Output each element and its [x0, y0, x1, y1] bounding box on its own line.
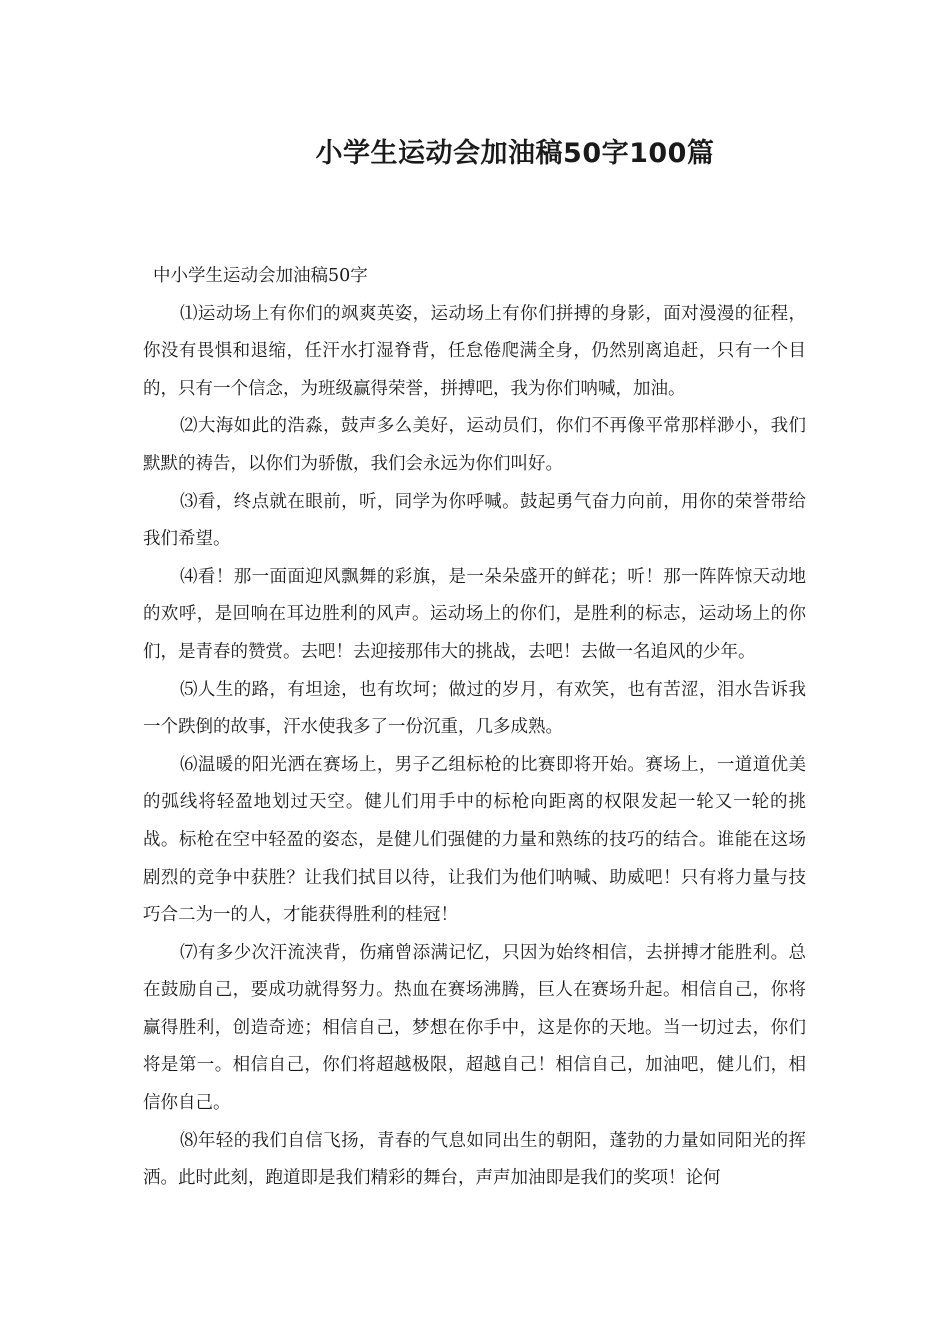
document-body [143, 258, 806, 1198]
paragraph-7: ⑺有多少次汗流浃背，伤痛曾添满记忆，只因为始终相信，去拼搏才能胜利。总在鼓励自己，要成功就得努力。热血在赛场沸腾，巨人在赛场升起。相信自己，你将赢得胜利，创造奇迹；相信自己，梦想在你手中，这是你的天地。当一切过去，你们将是第一。相信自己，你们将超越极限，超越自己！相信自己，加油吧，健儿们，相信你自己。 [143, 942, 806, 1114]
paragraph-4: ⑷看！那一面面迎风飘舞的彩旗，是一朵朵盛开的鲜花；听！那一阵阵惊天动地的欢呼，是回响在耳边胜利的风声。运动场上的你们，是胜利的标志，运动场上的你们，是青春的赞赏。去吧！去迎接那伟大的挑战，去吧！去做一名追风的少年。 [143, 566, 806, 662]
document-title: 小学生运动会加油稿50字100篇 [315, 138, 715, 169]
paragraph-2: ⑵大海如此的浩淼，鼓声多么美好，运动员们，你们不再像平常那样渺小，我们默默的祷告，以你们为骄傲，我们会永远为你们叫好。 [143, 416, 806, 474]
paragraph-3: ⑶看，终点就在眼前，听，同学为你呼喊。鼓起勇气奋力向前，用你的荣誉带给我们希望。 [143, 491, 806, 550]
paragraph-5: ⑸人生的路，有坦途，也有坎坷；做过的岁月，有欢笑，也有苦涩，泪水告诉我一个跌倒的故事，汗水使我多了一份沉重，几多成熟。 [143, 679, 806, 738]
paragraph-1: ⑴运动场上有你们的飒爽英姿，运动场上有你们拼搏的身影，面对漫漫的征程，你没有畏惧和退缩，任汗水打湿脊背，任怠倦爬满全身，仍然别离追赶，只有一个目的，只有一个信念，为班级赢得荣誉，拼搏吧，我为你们呐喊，加油。 [143, 303, 806, 399]
paragraph-8: ⑻年轻的我们自信飞扬，青春的气息如同出生的朝阳，蓬勃的力量如同阳光的挥洒。此时此刻，跑道即是我们精彩的舞台，声声加油即是我们的奖项！论何 [143, 1130, 806, 1189]
paragraph-6: ⑹温暖的阳光洒在赛场上，男子乙组标枪的比赛即将开始。赛场上，一道道优美的弧线将轻盈地划过天空。健儿们用手中的标枪向距离的权限发起一轮又一轮的挑战。标枪在空中轻盈的姿态，是健儿们强健的力量和熟练的技巧的结合。谁能在这场剧烈的竞争中获胜？让我们拭目以待，让我们为他们呐喊、助威吧！只有将力量与技巧合二为一的人，才能获得胜利的桂冠！ [143, 754, 806, 926]
section-heading: 中小学生运动会加油稿50字 [153, 266, 368, 286]
